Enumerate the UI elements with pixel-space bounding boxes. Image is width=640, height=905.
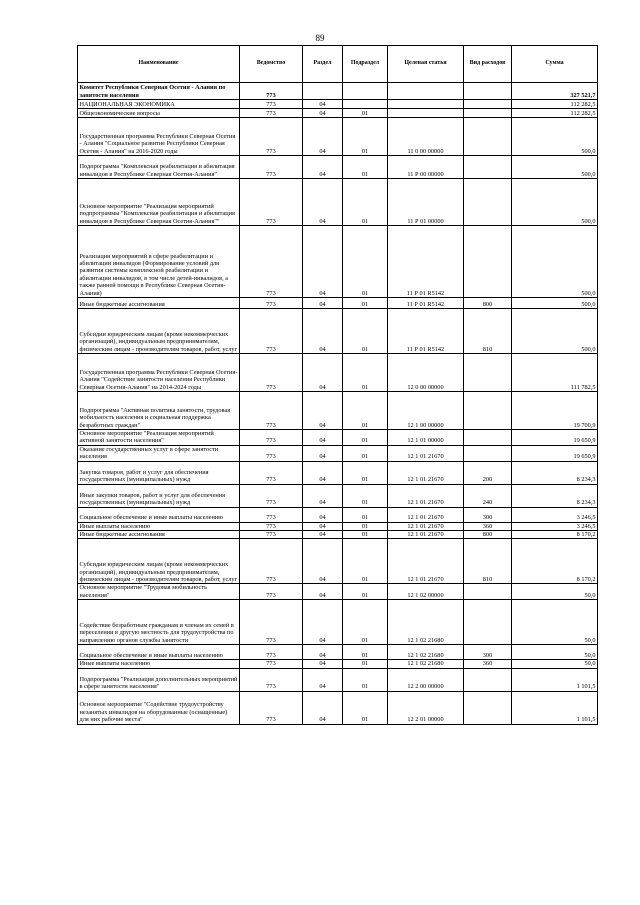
row-subsection: 01: [343, 226, 388, 298]
row-kind: [464, 226, 512, 298]
row-dept: 773: [240, 109, 303, 118]
row-target: 12 1 01 21670: [388, 522, 464, 530]
row-kind: 810: [464, 539, 512, 584]
row-section: 04: [303, 100, 343, 109]
row-kind: 300: [464, 507, 512, 522]
row-dept: 773: [240, 522, 303, 530]
row-section: [303, 83, 343, 100]
table-header-row: [78, 46, 598, 83]
row-target: [388, 100, 464, 109]
row-target: 12 0 00 00000: [388, 354, 464, 392]
row-sum: 3 246,5: [512, 522, 598, 530]
table-row: [78, 539, 598, 584]
row-kind: 360: [464, 522, 512, 530]
row-subsection: 01: [343, 600, 388, 645]
row-target: 12 1 01 21670: [388, 531, 464, 539]
row-name: Иные закупки товаров, работ и услуг для обеспечения государственных (муниципальных) нужд: [78, 484, 240, 507]
row-kind: [464, 445, 512, 461]
page-number: 89: [315, 33, 325, 43]
row-kind: [464, 600, 512, 645]
row-kind: [464, 100, 512, 109]
row-target: [388, 109, 464, 118]
row-sum: 111 782,5: [512, 354, 598, 392]
table-row: [78, 445, 598, 461]
table-row: [78, 484, 598, 507]
table-row: [78, 531, 598, 539]
row-subsection: 01: [343, 531, 388, 539]
row-subsection: 01: [343, 691, 388, 724]
table-row: [78, 226, 598, 298]
row-subsection: 01: [343, 392, 388, 430]
row-subsection: 01: [343, 179, 388, 226]
row-dept: 773: [240, 309, 303, 354]
table-body: [78, 83, 598, 725]
row-target: 11 Р 01 R5142: [388, 298, 464, 309]
row-kind: 800: [464, 298, 512, 309]
row-kind: [464, 118, 512, 156]
row-name: Основное мероприятие "Реализация мероприятий активной занятости населения": [78, 430, 240, 446]
row-sum: 50,0: [512, 660, 598, 668]
row-target: 12 2 01 00000: [388, 691, 464, 724]
row-target: 12 1 00 00000: [388, 392, 464, 430]
row-subsection: 01: [343, 430, 388, 446]
row-name: Общеэкономические вопросы: [78, 109, 240, 118]
row-section: 04: [303, 109, 343, 118]
row-name: Содействие безработным гражданам и членам их семей в переселении в другую местность для трудоустройства по направлению органов службы занятости: [78, 600, 240, 645]
row-target: 11 Р 00 00000: [388, 156, 464, 179]
row-dept: 773: [240, 354, 303, 392]
row-dept: 773: [240, 691, 303, 724]
row-sum: 19 650,9: [512, 430, 598, 446]
row-section: 04: [303, 354, 343, 392]
row-section: 04: [303, 179, 343, 226]
header-sum: Сумма: [512, 46, 598, 83]
table-row: [78, 392, 598, 430]
row-kind: 360: [464, 660, 512, 668]
header-name: Наименование: [78, 46, 240, 83]
row-sum: 112 282,5: [512, 100, 598, 109]
row-subsection: 01: [343, 298, 388, 309]
row-section: 04: [303, 539, 343, 584]
row-sum: 500,0: [512, 226, 598, 298]
row-sum: 50,0: [512, 645, 598, 660]
row-dept: 773: [240, 430, 303, 446]
row-subsection: 01: [343, 445, 388, 461]
row-subsection: 01: [343, 645, 388, 660]
row-dept: 773: [240, 484, 303, 507]
header-section: Раздел: [303, 46, 343, 83]
header-subsection: Подраздел: [343, 46, 388, 83]
table-row: [78, 507, 598, 522]
row-sum: 3 246,5: [512, 507, 598, 522]
row-dept: 773: [240, 445, 303, 461]
row-sum: 500,0: [512, 156, 598, 179]
row-section: 04: [303, 430, 343, 446]
table-row: [78, 691, 598, 724]
row-section: 04: [303, 461, 343, 484]
row-sum: 8 234,3: [512, 461, 598, 484]
row-subsection: 01: [343, 484, 388, 507]
row-dept: 773: [240, 118, 303, 156]
row-subsection: [343, 100, 388, 109]
row-section: 04: [303, 445, 343, 461]
row-sum: 8 234,3: [512, 484, 598, 507]
row-dept: 773: [240, 584, 303, 600]
row-name: Реализация мероприятий в сфере реабилитации и абилитации инвалидов (Формирование условий для развития системы комплексной реабилитации и абилитации инвалидов, в том числе детей-инвалидов, а также ранней помощи в Республике Северная Осетия-Алания): [78, 226, 240, 298]
row-subsection: 01: [343, 539, 388, 584]
table-row: [78, 660, 598, 668]
row-target: 12 1 02 00000: [388, 584, 464, 600]
row-target: [388, 83, 464, 100]
row-name: Субсидии юридическим лицам (кроме некоммерческих организаций), индивидуальным предпринимателям, физическим лицам - производителям товаров, работ, услуг: [78, 309, 240, 354]
header-dept: Ведомство: [240, 46, 303, 83]
row-dept: 773: [240, 531, 303, 539]
row-target: 12 1 01 21670: [388, 539, 464, 584]
row-dept: 773: [240, 156, 303, 179]
row-section: 04: [303, 522, 343, 530]
row-subsection: 01: [343, 668, 388, 691]
row-kind: 810: [464, 309, 512, 354]
row-sum: 19 650,9: [512, 445, 598, 461]
row-subsection: 01: [343, 309, 388, 354]
row-kind: [464, 430, 512, 446]
row-sum: 112 282,5: [512, 109, 598, 118]
row-kind: [464, 392, 512, 430]
row-dept: 773: [240, 298, 303, 309]
row-section: 04: [303, 668, 343, 691]
row-name: Подпрограмма "Активная политика занятости, трудовая мобильность населения и социальная поддержка безработных граждан": [78, 392, 240, 430]
row-sum: 500,0: [512, 179, 598, 226]
row-dept: 773: [240, 392, 303, 430]
row-kind: [464, 584, 512, 600]
row-section: 04: [303, 484, 343, 507]
table-row: [78, 298, 598, 309]
table-row: [78, 179, 598, 226]
row-dept: 773: [240, 645, 303, 660]
row-name: Подпрограмма "Комплексная реабилитация и абилитация инвалидов в Республике Северная Осетия-Алания": [78, 156, 240, 179]
row-kind: [464, 109, 512, 118]
row-target: 12 1 01 21670: [388, 484, 464, 507]
row-subsection: 01: [343, 660, 388, 668]
row-dept: 773: [240, 100, 303, 109]
row-target: 11 0 00 00000: [388, 118, 464, 156]
row-target: 12 1 01 21670: [388, 445, 464, 461]
row-sum: 1 101,5: [512, 691, 598, 724]
row-dept: 773: [240, 539, 303, 584]
row-subsection: 01: [343, 507, 388, 522]
table-row: [78, 668, 598, 691]
row-target: 12 1 01 21670: [388, 507, 464, 522]
row-name: Субсидии юридическим лицам (кроме некоммерческих организаций), индивидуальным предпринимателям, физическим лицам - производителям товаров, работ, услуг: [78, 539, 240, 584]
row-section: 04: [303, 600, 343, 645]
table-row: [78, 430, 598, 446]
row-kind: 300: [464, 645, 512, 660]
table-row: [78, 600, 598, 645]
row-target: 12 1 01 21670: [388, 461, 464, 484]
row-kind: [464, 83, 512, 100]
row-name: Основное мероприятие "Реализация мероприятий подпрограммы "Комплексная реабилитация и абилитация инвалидов в Республике Северная Осетия-Алания"": [78, 179, 240, 226]
row-sum: 500,0: [512, 298, 598, 309]
row-name: Государственная программа Республики Северная Осетия - Алания "Социальное развитие Республики Северная Осетия - Алания" на 2016-2020 годы: [78, 118, 240, 156]
table-row: [78, 645, 598, 660]
row-name: Иные выплаты населению: [78, 522, 240, 530]
table-row: [78, 109, 598, 118]
row-section: 04: [303, 226, 343, 298]
row-subsection: 01: [343, 354, 388, 392]
row-section: 04: [303, 531, 343, 539]
row-target: 12 1 02 21680: [388, 600, 464, 645]
row-section: 04: [303, 118, 343, 156]
row-sum: 8 170,2: [512, 531, 598, 539]
row-name: Социальное обеспечение и иные выплаты населению: [78, 507, 240, 522]
row-name: Иные бюджетные ассигнования: [78, 531, 240, 539]
row-sum: 500,0: [512, 118, 598, 156]
row-section: 04: [303, 645, 343, 660]
row-target: 11 Р 01 R5142: [388, 309, 464, 354]
header-kind: Вид расходов: [464, 46, 512, 83]
row-section: 04: [303, 392, 343, 430]
row-name: НАЦИОНАЛЬНАЯ ЭКОНОМИКА: [78, 100, 240, 109]
row-name: Основное мероприятие "Содействие трудоустройству незанятых инвалидов на оборудованные (оснащенные) для них рабочие места": [78, 691, 240, 724]
row-section: 04: [303, 584, 343, 600]
row-target: 11 Р 01 R5142: [388, 226, 464, 298]
row-section: 04: [303, 660, 343, 668]
row-sum: 50,0: [512, 584, 598, 600]
row-name: Государственная программа Республики Северная Осетия-Алания "Содействие занятости населения Республики Северная Осетия-Алания" на 2014-2024 годы: [78, 354, 240, 392]
row-subsection: 01: [343, 156, 388, 179]
row-kind: [464, 179, 512, 226]
row-sum: 8 170,2: [512, 539, 598, 584]
row-kind: [464, 354, 512, 392]
row-subsection: 01: [343, 584, 388, 600]
row-name: Иные выплаты населению: [78, 660, 240, 668]
row-dept: 773: [240, 179, 303, 226]
table-row: [78, 584, 598, 600]
row-dept: 773: [240, 461, 303, 484]
row-section: 04: [303, 309, 343, 354]
budget-table: [77, 45, 598, 725]
row-dept: 773: [240, 507, 303, 522]
row-sum: 50,0: [512, 600, 598, 645]
row-name: Иные бюджетные ассигнования: [78, 298, 240, 309]
row-section: 04: [303, 507, 343, 522]
row-target: 12 1 02 21680: [388, 645, 464, 660]
row-target: 12 2 00 00000: [388, 668, 464, 691]
row-name: Подпрограмма "Реализация дополнительных мероприятий в сфере занятости населения": [78, 668, 240, 691]
row-target: 11 Р 01 00000: [388, 179, 464, 226]
row-kind: [464, 668, 512, 691]
table-row: [78, 522, 598, 530]
header-target: Целевая статья: [388, 46, 464, 83]
row-dept: 773: [240, 83, 303, 100]
row-section: 04: [303, 691, 343, 724]
row-sum: 500,0: [512, 309, 598, 354]
row-kind: 240: [464, 484, 512, 507]
row-subsection: 01: [343, 522, 388, 530]
table-row: [78, 354, 598, 392]
table-row: [78, 83, 598, 100]
row-kind: 200: [464, 461, 512, 484]
row-subsection: [343, 83, 388, 100]
row-subsection: 01: [343, 118, 388, 156]
table-row: [78, 461, 598, 484]
row-dept: 773: [240, 668, 303, 691]
row-name: Основное мероприятие "Трудовая мобильность населения": [78, 584, 240, 600]
row-name: Комитет Республики Северная Осетия - Алания по занятости населения: [78, 83, 240, 100]
row-sum: 19 700,9: [512, 392, 598, 430]
row-sum: 327 521,7: [512, 83, 598, 100]
row-name: Социальное обеспечение и иные выплаты населению: [78, 645, 240, 660]
row-dept: 773: [240, 600, 303, 645]
row-section: 04: [303, 298, 343, 309]
table-row: [78, 309, 598, 354]
row-subsection: 01: [343, 109, 388, 118]
table-row: [78, 100, 598, 109]
row-target: 12 1 01 00000: [388, 430, 464, 446]
row-name: Закупка товаров, работ и услуг для обеспечения государственных (муниципальных) нужд: [78, 461, 240, 484]
row-sum: 1 101,5: [512, 668, 598, 691]
row-subsection: 01: [343, 461, 388, 484]
row-section: 04: [303, 156, 343, 179]
row-name: Оказание государственных услуг в сфере занятости населения: [78, 445, 240, 461]
row-target: 12 1 02 21680: [388, 660, 464, 668]
row-kind: [464, 691, 512, 724]
row-dept: 773: [240, 226, 303, 298]
row-kind: 800: [464, 531, 512, 539]
row-dept: 773: [240, 660, 303, 668]
table-row: [78, 118, 598, 156]
row-kind: [464, 156, 512, 179]
table-row: [78, 156, 598, 179]
